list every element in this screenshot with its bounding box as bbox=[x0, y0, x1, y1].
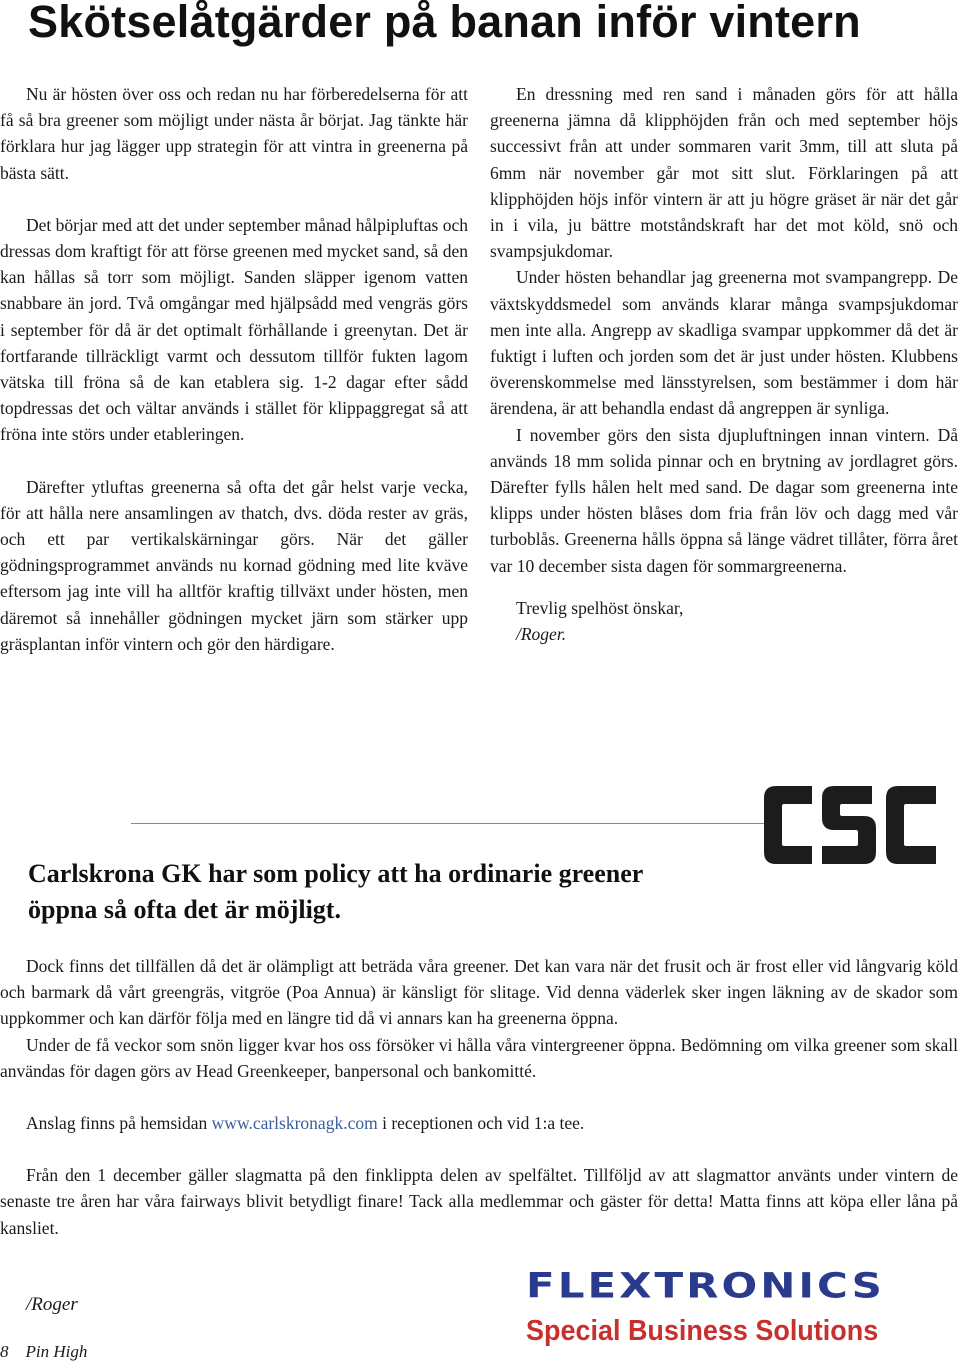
signoff-greeting: Trevlig spelhöst önskar, bbox=[516, 597, 684, 618]
article-paragraph: Nu är hösten över oss och redan nu har förberedelserna för att få så bra greener som möjligt under nästa år börjat. Jag tänkte här förklara hur jag lägger upp strategin för att vintra in greenerna på bästa sätt. bbox=[0, 84, 468, 183]
right-column bbox=[490, 81, 958, 647]
policy-paragraph: Under de få veckor som snön ligger kvar hos oss försöker vi hålla våra vintergreener öppna. Bedömning om vilka greener som skall användas för dagen görs av Head Greenkeeper, banpersonal och bankomitté. bbox=[0, 1034, 958, 1081]
article-paragraph: En dressning med ren sand i månaden görs för att hålla greenerna jämna då klipphöjden från och med september höjs successivt från att under sommaren varit 3mm, till att sluta på 6mm när november går mot sitt slut. Förklaringen på att klipphöjden höjs inför vintern är att ju högre gräset är när det går in i vila, ju bättre motståndskraft har det mot köld, snö och svampsjukdomar. bbox=[490, 84, 958, 262]
policy-body bbox=[0, 953, 958, 1241]
section-divider bbox=[131, 823, 767, 824]
flextronics-tagline: Special Business Solutions bbox=[526, 1315, 879, 1347]
policy-text: i receptionen och vid 1:a tee. bbox=[377, 1113, 585, 1134]
article-paragraph: Det börjar med att det under september månad hålpipluftas och dressas dom kraftigt för att förse greenen med mycket sand, så den kan hållas så torr som möjligt. Sanden släpper igenom vatten snabbare än jord. Två omgångar med hjälpsådd med vengräs görs i september för då är det optimalt förhållande i greenytan. Det är fortfarande tillräckligt varmt och dessutom tillför fukten lagom vätska till fröna så de kan etablera sig. 1-2 dagar efter sådd topdressas det och vältar används i stället för klippaggregat så att fröna inte störs under etableringen. bbox=[0, 214, 468, 445]
policy-paragraph: Dock finns det tillfällen då det är olämpligt att beträda våra greener. Det kan vara när det frusit och är frost eller vid långvarig köld och barmark då vårt greengräs, vitgröe (Poa Annua) är känsligt för slitage. Vid denna väderlek sker ingen läkning av de skador som uppkommer och kan därför följa med en längre tid då vi annars kan ha greenerna öppna. bbox=[0, 956, 958, 1029]
signoff-name: /Roger. bbox=[516, 624, 567, 645]
signature: /Roger bbox=[26, 1294, 78, 1315]
left-column bbox=[0, 81, 468, 657]
page-footer bbox=[0, 1342, 87, 1362]
publication-name: Pin High bbox=[25, 1342, 88, 1361]
policy-headline: Carlskrona GK har som policy att ha ordinarie greener öppna så ofta det är möjligt. bbox=[28, 859, 643, 924]
policy-paragraph: Från den 1 december gäller slagmatta på den finklippta delen av spelfältet. Tillföljd av att slagmattor använts under vintern de senaste tre åren har våra fairways blivit betydligt finare! Tack alla medlemmar och gäster för detta! Matta finns att köpa eller låna på kansliet. bbox=[0, 1165, 958, 1238]
csc-logo-icon bbox=[760, 782, 940, 868]
article-paragraph: Under hösten behandlar jag greenerna mot svampangrepp. De växtskyddsmedel som används klarar många svampsjukdomar men inte alla. Angrepp av skadliga svampar uppkommer då det är fuktigt i luften och jorden som det är just under hösten. Klubbens överenskommelse med länsstyrelsen, som bestämmer i dom här ärendena, är att behandla endast då angreppen är synliga. bbox=[490, 267, 958, 419]
article-title: Skötselåtgärder på banan inför vintern bbox=[28, 0, 861, 47]
policy-paragraph bbox=[0, 1110, 958, 1136]
website-link[interactable]: www.carlskronagk.com bbox=[211, 1113, 378, 1134]
flextronics-logo bbox=[526, 1265, 926, 1348]
flextronics-wordmark: FLEXTRONICS bbox=[526, 1265, 885, 1306]
article-paragraph: Därefter ytluftas greenerna så ofta det går helst varje vecka, för att hålla nere ansamlingen av thatch, dvs. döda rester av gräs, och ett par vertikalskärningar görs. När det gäller gödningsprogrammet används nu kornad gödning med lite kväve eftersom jag inte vill ha alltför kraftig tillväxt under hösten, men däremot så innehåller gödningen mycket järn som stärker upp gräsplantan inför vintern och gör den härdigare. bbox=[0, 476, 468, 654]
article-paragraph: I november görs den sista djupluftningen innan vintern. Då används 18 mm solida pinnar och en brytning av jordlagret görs. Därefter fylls hålen helt med sand. De dagar som greenerna inte klipps under hösten blåses dom fria från löv och dagg med vår turboblås. Greenerna hålls öppna så länge vädret tillåter, förra året var 10 december sista dagen för sommargreenerna. bbox=[490, 424, 958, 576]
page-number: 8 bbox=[0, 1342, 9, 1361]
policy-text: Anslag finns på hemsidan bbox=[26, 1113, 212, 1134]
